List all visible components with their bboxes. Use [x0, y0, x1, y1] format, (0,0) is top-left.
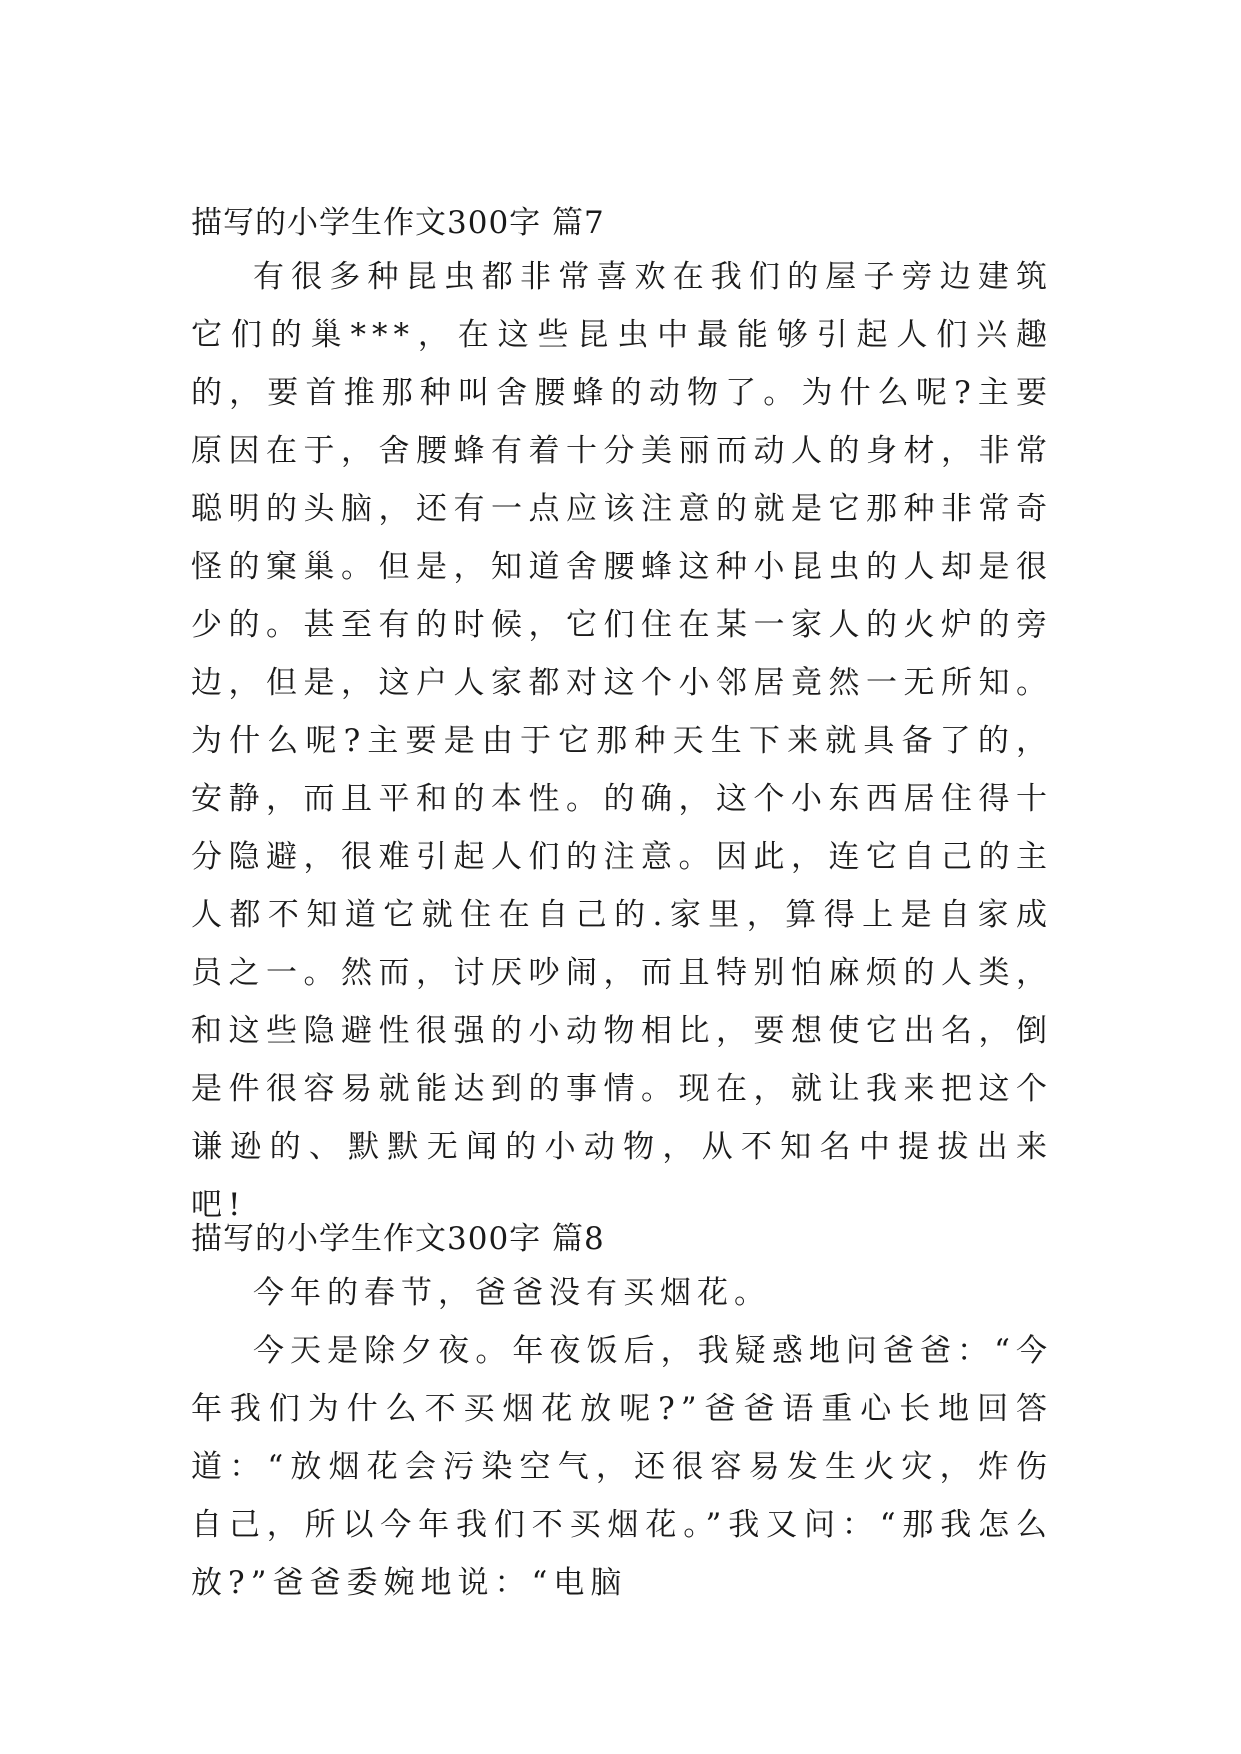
- section-body: [191, 248, 1053, 1223]
- body-paragraph: 今天是除夕夜。年夜饭后，我疑惑地问爸爸：“今年我们为什么不买烟花放呢?”爸爸语重心长地回答道：“放烟花会污染空气，还很容易发生火灾，炸伤自己，所以今年我们不买烟花。”我又问：“那我怎么放?”爸爸委婉地说：“电脑: [191, 1333, 1053, 1601]
- section-heading: 描写的小学生作文300字 篇7: [191, 205, 605, 241]
- body-paragraph: 有很多种昆虫都非常喜欢在我们的屋子旁边建筑它们的巢***，在这些昆虫中最能够引起人们兴趣的，要首推那种叫舍腰蜂的动物了。为什么呢?主要原因在于，舍腰蜂有着十分美丽而动人的身材，非常聪明的头脑，还有一点应该注意的就是它那种非常奇怪的窠巢。但是，知道舍腰蜂这种小昆虫的人却是很少的。甚至有的时候，它们住在某一家人的火炉的旁边，但是，这户人家都对这个小邻居竟然一无所知。为什么呢?主要是由于它那种天生下来就具备了的，安静，而且平和的本性。的确，这个小东西居住得十分隐避，很难引起人们的注意。因此，连它自己的主人都不知道它就住在自己的.家里，算得上是自家成员之一。然而，讨厌吵闹，而且特别怕麻烦的人类，和这些隐避性很强的小动物相比，要想使它出名，倒是件很容易就能达到的事情。现在，就让我来把这个谦逊的、默默无闻的小动物，从不知名中提拔出来吧!: [191, 259, 1053, 1223]
- body-paragraph: 今年的春节，爸爸没有买烟花。: [253, 1275, 771, 1311]
- section-body: [191, 1264, 1053, 1664]
- section-heading: 描写的小学生作文300字 篇8: [191, 1221, 605, 1257]
